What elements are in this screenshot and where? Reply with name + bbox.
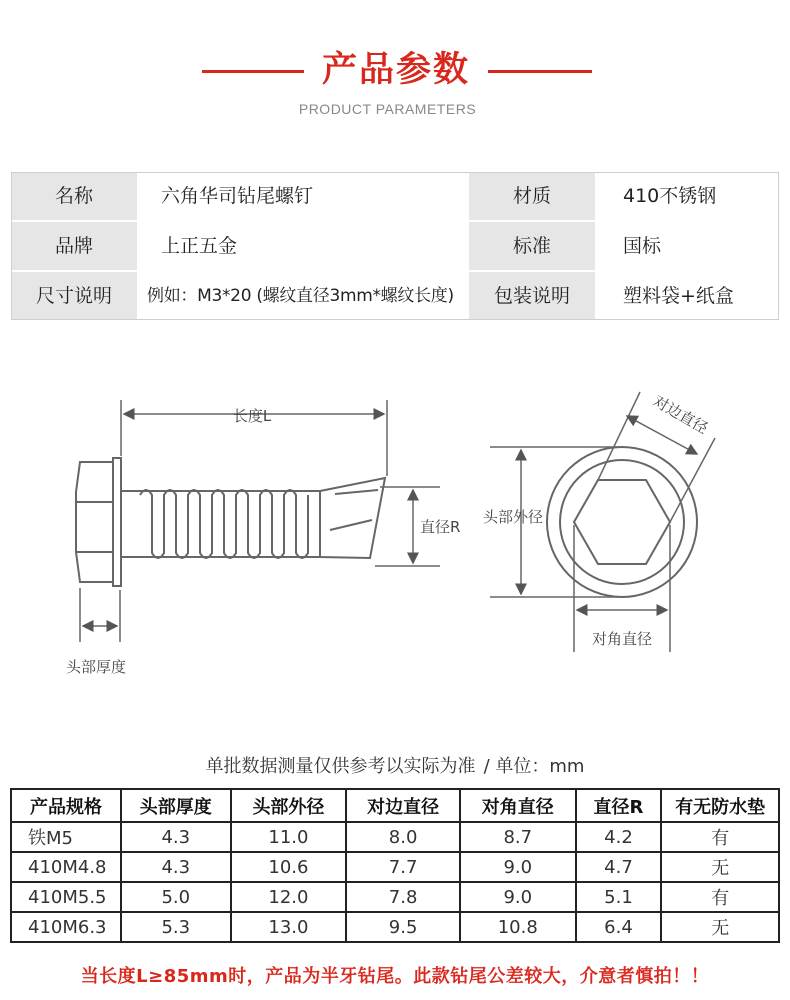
param-label: 标准 xyxy=(469,222,595,270)
header-rule-left xyxy=(202,70,304,73)
corner-diameter-label: 对角直径 xyxy=(591,630,653,648)
param-label: 材质 xyxy=(469,172,595,220)
spec-cell: 6.4 xyxy=(576,912,662,942)
spec-cell: 5.3 xyxy=(121,912,231,942)
param-value: 国标 xyxy=(597,222,779,270)
spec-cell: 10.8 xyxy=(460,912,576,942)
spec-cell: 9.0 xyxy=(460,852,576,882)
spec-cell: 10.6 xyxy=(231,852,347,882)
spec-cell: 7.7 xyxy=(346,852,460,882)
column-header: 有无防水垫 xyxy=(661,789,779,822)
spec-cell: 8.7 xyxy=(460,822,576,852)
measurement-note xyxy=(0,752,790,778)
spec-cell: 410M4.8 xyxy=(11,852,121,882)
param-label: 名称 xyxy=(11,172,137,220)
spec-cell: 有 xyxy=(661,882,779,912)
spec-header-row xyxy=(11,789,779,822)
column-header: 直径R xyxy=(576,789,662,822)
column-header: 对边直径 xyxy=(346,789,460,822)
spec-table xyxy=(10,788,780,943)
params-row xyxy=(11,272,779,320)
params-table xyxy=(11,172,779,320)
param-value: 六角华司钻尾螺钉 xyxy=(139,172,467,220)
measurement-note-text: 单批数据测量仅供参考以实际为准 xyxy=(205,756,476,777)
section-header xyxy=(0,0,790,140)
spec-cell: 410M5.5 xyxy=(11,882,121,912)
length-label: 长度L xyxy=(232,407,272,425)
param-value: 塑料袋+纸盒 xyxy=(597,272,779,320)
param-label: 品牌 xyxy=(11,222,137,270)
spec-cell: 410M6.3 xyxy=(11,912,121,942)
dimension-flat xyxy=(598,392,715,522)
params-row xyxy=(11,222,779,270)
spec-cell: 4.2 xyxy=(576,822,662,852)
spec-cell: 无 xyxy=(661,912,779,942)
spec-cell: 13.0 xyxy=(231,912,347,942)
spec-cell: 4.3 xyxy=(121,822,231,852)
column-header: 头部外径 xyxy=(231,789,347,822)
spec-cell: 5.0 xyxy=(121,882,231,912)
param-value: 上正五金 xyxy=(139,222,467,270)
spec-cell: 12.0 xyxy=(231,882,347,912)
head-outer-label: 头部外径 xyxy=(483,508,544,526)
table-row xyxy=(11,882,779,912)
column-header: 产品规格 xyxy=(11,789,121,822)
table-row xyxy=(11,852,779,882)
header-rule-right xyxy=(488,70,592,73)
column-header: 头部厚度 xyxy=(121,789,231,822)
head-thickness-label: 头部厚度 xyxy=(66,658,127,676)
spec-cell: 无 xyxy=(661,852,779,882)
table-row xyxy=(11,912,779,942)
spec-cell: 11.0 xyxy=(231,822,347,852)
section-subtitle: PRODUCT PARAMETERS xyxy=(298,101,477,117)
warning-text: 当长度L≥85mm时，产品为半牙钻尾。此款钻尾公差较大，介意者慎拍！！ xyxy=(80,966,710,987)
spec-cell: 8.0 xyxy=(346,822,460,852)
param-label: 尺寸说明 xyxy=(11,272,137,320)
dimension-head-thickness xyxy=(80,588,120,642)
spec-cell: 铁M5 xyxy=(11,822,121,852)
param-value: 例如：M3*20 (螺纹直径3mm*螺纹长度) xyxy=(139,272,467,320)
spec-cell: 7.8 xyxy=(346,882,460,912)
section-title: 产品参数 xyxy=(321,50,470,90)
column-header: 对角直径 xyxy=(460,789,576,822)
param-label: 包装说明 xyxy=(469,272,595,320)
spec-cell: 9.0 xyxy=(460,882,576,912)
param-value: 410不锈钢 xyxy=(597,172,779,220)
diameter-label: 直径R xyxy=(420,518,461,536)
flat-diameter-label: 对边直径 xyxy=(650,391,711,438)
spec-cell: 4.3 xyxy=(121,852,231,882)
screw-side-view xyxy=(76,458,385,586)
spec-cell: 4.7 xyxy=(576,852,662,882)
screw-end-view xyxy=(547,447,697,597)
screw-diagram xyxy=(0,370,790,690)
spec-cell: 有 xyxy=(661,822,779,852)
measurement-unit: / 单位：mm xyxy=(483,756,585,777)
spec-cell: 9.5 xyxy=(346,912,460,942)
params-row xyxy=(11,172,779,220)
table-row xyxy=(11,822,779,852)
spec-cell: 5.1 xyxy=(576,882,662,912)
